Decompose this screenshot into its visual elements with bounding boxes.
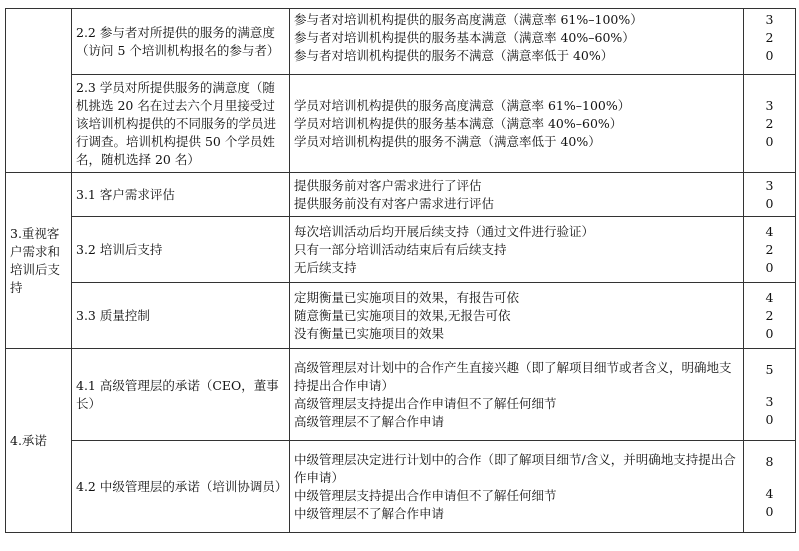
criterion-text: 中级管理层决定进行计划中的合作（即了解项目细节/含义，并明确地支持提出合作申请） — [294, 451, 736, 485]
score-value: 4 — [765, 485, 774, 501]
indicator-cell — [72, 173, 290, 217]
evaluation-rubric-table — [5, 8, 796, 533]
score-value: 2 — [765, 241, 774, 257]
indicator-cell — [72, 349, 290, 441]
score-cell — [744, 217, 796, 283]
criterion-text: 参与者对培训机构提供的服务不满意（满意率低于 40%） — [294, 48, 614, 63]
indicator-cell — [72, 441, 290, 533]
score-value: 0 — [765, 411, 774, 427]
table-row — [6, 75, 796, 173]
criteria-cell — [290, 283, 744, 349]
criterion-text: 学员对培训机构提供的服务基本满意（满意率 40%–60%） — [294, 115, 623, 131]
score-value: 2 — [765, 307, 774, 323]
criterion-text: 无后续支持 — [294, 259, 357, 275]
score-value: 5 — [765, 361, 774, 377]
criterion-text: 高级管理层不了解合作申请 — [294, 413, 445, 429]
criterion-text: 每次培训活动后均开展后续支持（通过文件进行验证） — [294, 223, 595, 239]
criterion-text: 定期衡量已实施项目的效果，有报告可依 — [294, 289, 520, 305]
criteria-cell — [290, 349, 744, 441]
score-value: 4 — [765, 223, 774, 239]
indicator-text: 3.2 培训后支持 — [76, 241, 163, 257]
criterion-text: 提供服务前对客户需求进行了评估 — [294, 177, 482, 193]
score-value: 3 — [765, 393, 774, 409]
criteria-cell — [290, 217, 744, 283]
score-cell — [744, 283, 796, 349]
criterion-text: 提供服务前没有对客户需求进行评估 — [294, 195, 495, 211]
criterion-text: 高级管理层支持提出合作申请但不了解任何细节 — [294, 395, 557, 411]
score-value: 0 — [765, 259, 774, 275]
table-row — [6, 283, 796, 349]
indicator-cell — [72, 217, 290, 283]
category-cell-4 — [6, 349, 72, 533]
indicator-text: 4.1 高级管理层的承诺（CEO，董事长） — [76, 377, 279, 411]
indicator-cell — [72, 283, 290, 349]
indicator-text: 3.1 客户需求评估 — [76, 186, 175, 202]
category-label: 4.承诺 — [10, 432, 47, 448]
score-value: 2 — [765, 30, 774, 45]
indicator-text: 2.2 参与者对所提供的服务的满意度（访问 5 个培训机构报名的参与者） — [76, 24, 280, 58]
criterion-text: 只有一部分培训活动结束后有后续支持 — [294, 241, 507, 257]
score-cell — [744, 349, 796, 441]
indicator-text: 2.3 学员对所提供服务的满意度（随机挑选 20 名在过去六个月里接受过该培训机构提供的不同服务的学员进行调查。培训机构提供 50 个学员姓名，随机选择 20 名） — [76, 79, 277, 167]
indicator-text: 3.3 质量控制 — [76, 307, 150, 323]
table-row — [6, 349, 796, 441]
criterion-text: 中级管理层不了解合作申请 — [294, 505, 445, 521]
criteria-cell — [290, 441, 744, 533]
category-label: 3.重视客户需求和培训后支持 — [10, 225, 61, 295]
table-row — [6, 9, 796, 75]
table-row — [6, 217, 796, 283]
score-value: 0 — [765, 325, 774, 341]
score-cell — [744, 75, 796, 173]
criterion-text: 学员对培训机构提供的服务高度满意（满意率 61%–100%） — [294, 97, 631, 113]
category-cell-2 — [6, 9, 72, 173]
criterion-text: 高级管理层对计划中的合作产生直接兴趣（即了解项目细节或者含义，明确地支持提出合作申请） — [294, 359, 732, 393]
criterion-text: 参与者对培训机构提供的服务基本满意（满意率 40%–60%） — [294, 30, 635, 45]
criterion-text: 中级管理层支持提出合作申请但不了解任何细节 — [294, 487, 557, 503]
score-value: 8 — [765, 453, 774, 469]
score-value: 4 — [765, 289, 774, 305]
table-row — [6, 173, 796, 217]
criterion-text: 学员对培训机构提供的服务不满意（满意率低于 40%） — [294, 133, 601, 149]
score-value: 0 — [765, 48, 774, 63]
criterion-text: 参与者对培训机构提供的服务高度满意（满意率 61%–100%） — [294, 12, 643, 27]
score-value: 0 — [765, 133, 774, 149]
score-cell — [744, 9, 796, 75]
score-value: 3 — [765, 177, 774, 193]
indicator-cell — [72, 75, 290, 173]
criteria-cell — [290, 75, 744, 173]
score-value: 0 — [765, 503, 774, 519]
score-cell — [744, 441, 796, 533]
score-cell — [744, 173, 796, 217]
criteria-cell — [290, 9, 744, 75]
score-value: 2 — [765, 115, 774, 131]
score-value: 0 — [765, 195, 774, 211]
score-value: 3 — [765, 97, 774, 113]
indicator-text: 4.2 中级管理层的承诺（培训协调员） — [76, 478, 288, 494]
category-cell-3 — [6, 173, 72, 349]
score-value: 3 — [765, 12, 774, 27]
criteria-cell — [290, 173, 744, 217]
table-row — [6, 441, 796, 533]
indicator-cell — [72, 9, 290, 75]
criterion-text: 没有衡量已实施项目的效果 — [294, 325, 445, 341]
criterion-text: 随意衡量已实施项目的效果,无报告可依 — [294, 307, 511, 323]
